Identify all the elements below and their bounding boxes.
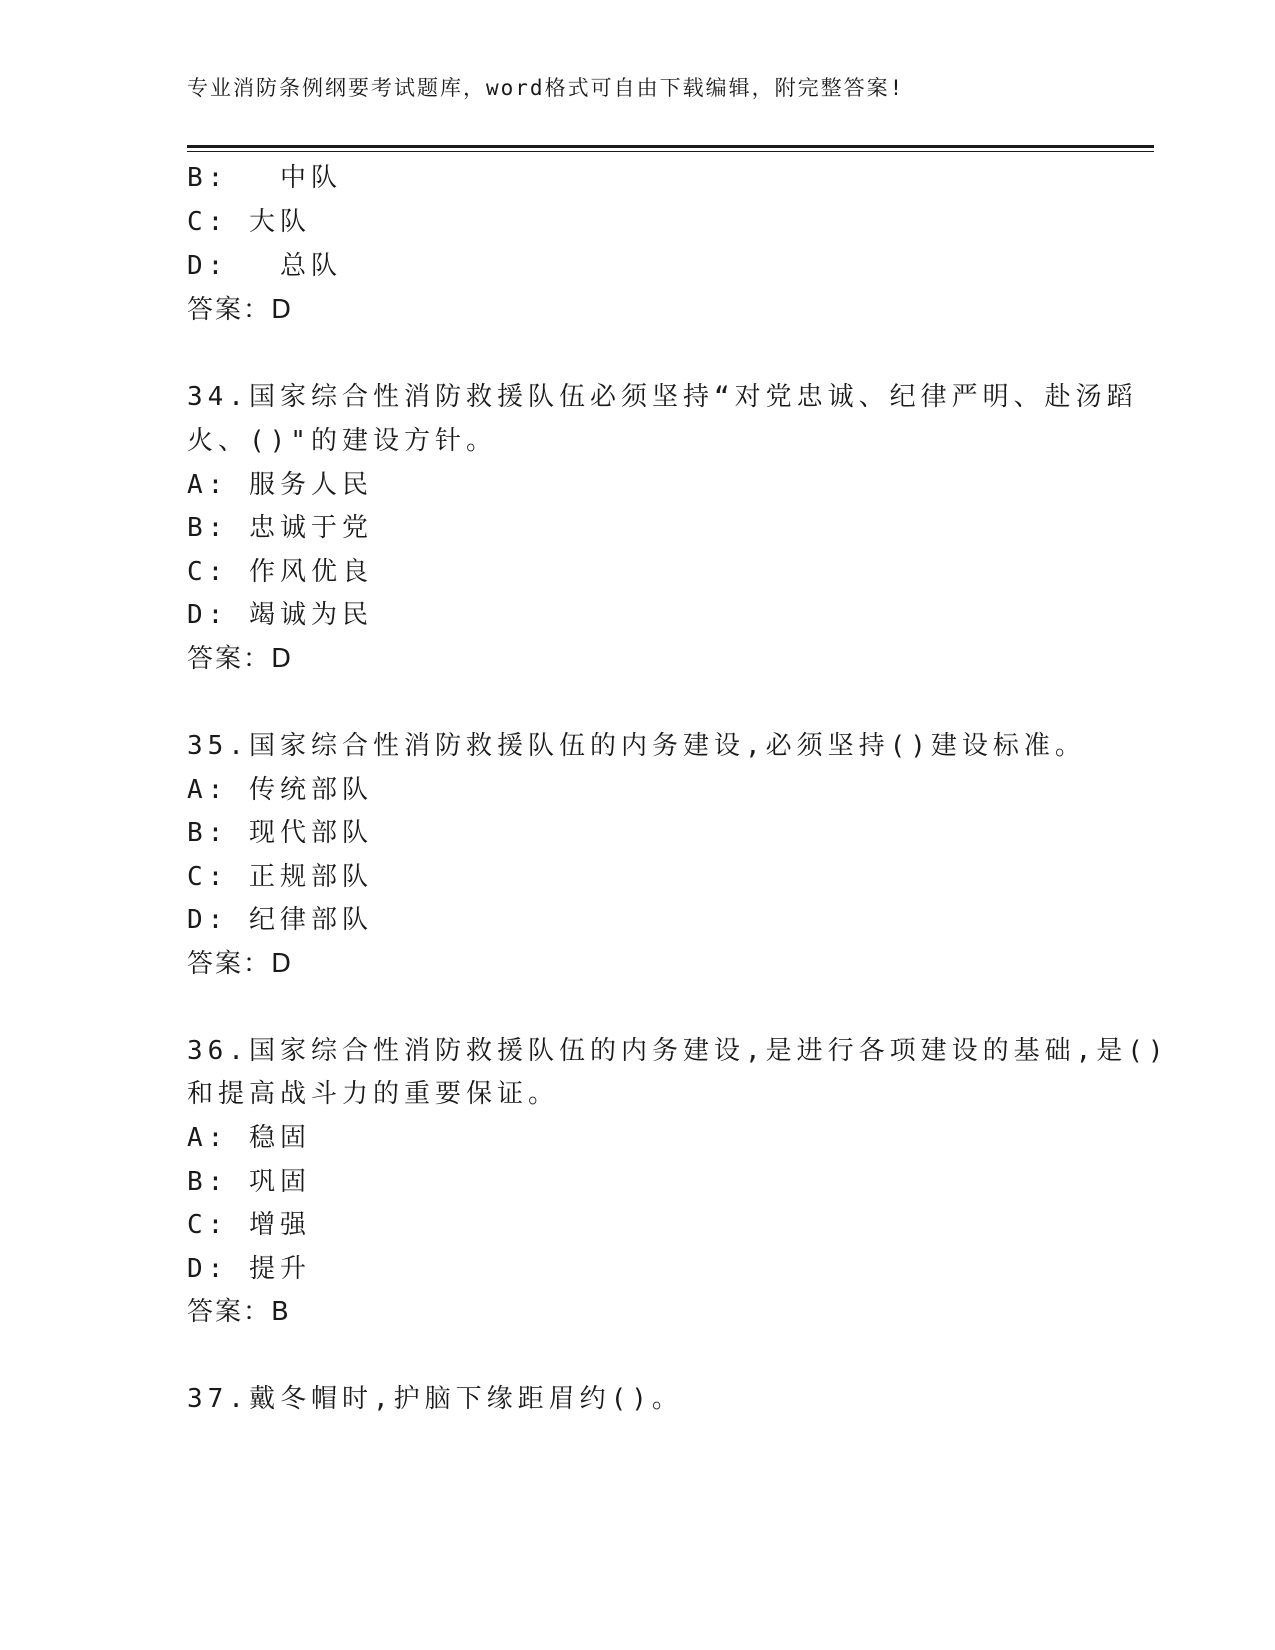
page-header: 专业消防条例纲要考试题库，word格式可自由下载编辑，附完整答案! — [187, 76, 905, 100]
header-rule-thin — [187, 151, 1154, 152]
header-rule-thick — [187, 145, 1154, 148]
option-c: C: 正规部队 — [187, 862, 373, 892]
option-b: B: 现代部队 — [187, 818, 373, 848]
option-d: D: 提升 — [187, 1254, 311, 1284]
question-stem: 34.国家综合性消防救援队伍必须坚持“对党忠诚、纪律严明、赴汤蹈 — [187, 382, 1138, 412]
option-c: C: 大队 — [187, 207, 311, 237]
option-c: C: 增强 — [187, 1210, 311, 1240]
option-c: C: 作风优良 — [187, 557, 373, 587]
option-a: A: 稳固 — [187, 1123, 311, 1153]
option-d: D: 总队 — [187, 251, 342, 281]
option-b: B: 中队 — [187, 163, 342, 193]
answer: 答案：B — [187, 1297, 291, 1327]
question-stem-cont: 火、()"的建设方针。 — [187, 426, 497, 456]
answer: 答案：D — [187, 295, 294, 325]
question-stem: 35.国家综合性消防救援队伍的内务建设,必须坚持()建设标准。 — [187, 731, 1086, 761]
option-a: A: 服务人民 — [187, 470, 373, 500]
option-a: A: 传统部队 — [187, 775, 373, 805]
question-stem: 37.戴冬帽时,护脑下缘距眉约()。 — [187, 1384, 683, 1414]
question-stem: 36.国家综合性消防救援队伍的内务建设,是进行各项建设的基础,是() — [187, 1036, 1169, 1066]
option-b: B: 巩固 — [187, 1167, 311, 1197]
option-d: D: 纪律部队 — [187, 905, 373, 935]
answer: 答案：D — [187, 949, 294, 979]
answer: 答案：D — [187, 644, 294, 674]
option-b: B: 忠诚于党 — [187, 513, 373, 543]
option-d: D: 竭诚为民 — [187, 600, 373, 630]
question-stem-cont: 和提高战斗力的重要保证。 — [187, 1079, 560, 1109]
